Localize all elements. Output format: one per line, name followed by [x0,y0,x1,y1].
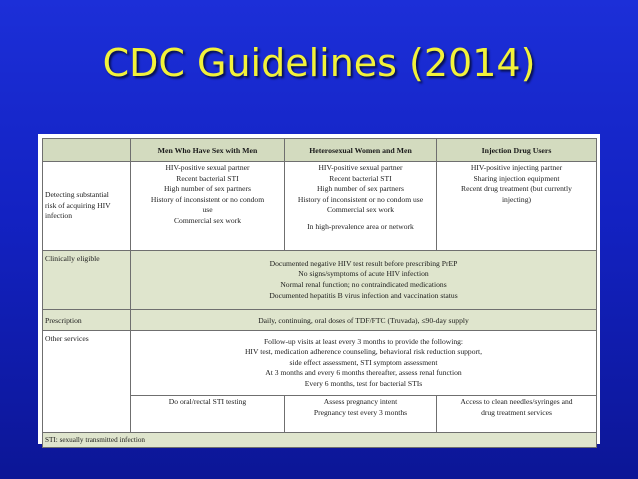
cell-line: No signs/symptoms of acute HIV infection [298,269,429,279]
cell-line: drug treatment services [481,407,552,417]
cell-line: injecting) [501,194,532,204]
header-row [43,139,597,162]
cell-line: HIV-positive sexual partner [165,163,250,172]
cell-line: High number of sex partners [317,184,404,194]
cell-line: side effect assessment, STI symptom assessment [289,357,438,367]
cell-line: Commercial sex work [173,215,242,225]
cell-line: Every 6 months, test for bacterial STIs [304,378,423,388]
cell-services-hetero [285,396,437,433]
cell-line: Do oral/rectal STI testing [168,397,247,406]
cell-line: Assess pregnancy intent [323,397,398,406]
cell-line: HIV-positive injecting partner [470,163,563,172]
cell-prescription: Daily, continuing, oral doses of TDF/FTC (Truvada), ≤90-day supply [131,310,597,331]
cell-line: HIV-positive sexual partner [318,163,403,172]
header-idu: Injection Drug Users [437,139,597,162]
cell-line: At 3 months and every 6 months thereafter, assess renal function [265,368,462,378]
row-other-services [43,331,597,396]
label-line: Detecting substantial [45,190,109,200]
header-msm: Men Who Have Sex with Men [131,139,285,162]
cell-line: High number of sex partners [164,184,251,194]
cell-line: HIV test, medication adherence counseling, behavioral risk reduction support, [244,347,483,357]
cell-detecting-msm [131,162,285,251]
header-corner [43,139,131,162]
cell-services-idu [437,396,597,433]
label-clinically-eligible: Clinically eligible [43,251,131,310]
cell-line: Normal renal function; no contraindicated medications [280,280,447,289]
cell-line: Pregnancy test every 3 months [313,407,408,417]
label-prescription: Prescription [43,310,131,331]
cell-line: Recent bacterial STI [176,173,239,183]
row-clinically-eligible [43,251,597,310]
cell-line: Documented hepatitis B virus infection and vaccination status [269,290,458,300]
cell-line: Access to clean needles/syringes and [460,397,573,406]
cell-line: Commercial sex work [326,205,395,215]
cell-line: In high-prevalence area or network [307,221,414,231]
label-detecting-risk [43,162,131,251]
cell-clinically-eligible [131,251,597,310]
row-footnote [43,433,597,448]
cell-line: History of inconsistent or no condom use [297,194,424,204]
row-detecting-risk [43,162,597,251]
row-prescription [43,310,597,331]
cell-line: Follow-up visits at least every 3 months to provide the following: [263,336,464,346]
header-heterosexual: Heterosexual Women and Men [285,139,437,162]
cell-other-services [131,331,597,396]
cell-line: Recent bacterial STI [329,173,392,183]
cell-line: Documented negative HIV test result before prescribing PrEP [269,258,458,268]
cell-line: History of inconsistent or no condom [150,194,265,204]
cell-line: Sharing injection equipment [473,173,560,183]
guidelines-table [42,138,597,448]
cell-line: Recent drug treatment (but currently [461,184,572,194]
cell-services-msm [131,396,285,433]
cell-detecting-hetero [285,162,437,251]
guidelines-table-panel [38,134,600,444]
label-line: risk of acquiring HIV [45,200,111,210]
table-footnote: STI: sexually transmitted infection [43,433,597,448]
slide-title: CDC Guidelines (2014) [102,41,536,85]
cell-detecting-idu [437,162,597,251]
label-other-services: Other services [43,331,131,433]
cell-line: use [202,205,213,215]
label-line: infection [45,211,72,221]
